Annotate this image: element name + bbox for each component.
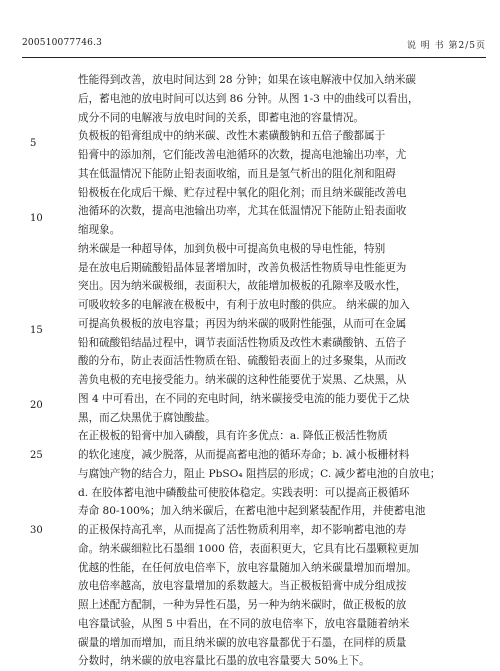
text-line: 可吸收较多的电解液在极板中，有利于放电时酸的供应。 纳米碳的加入 (78, 299, 410, 311)
text-line: 的软化速度，减少脱落，从而提高蓄电池的循环寿命；b. 减小板栅材料 (78, 449, 410, 461)
text-line: 放电倍率越高，放电容量增加的系数越大。当正极板铅膏中成分组成按 (78, 580, 407, 593)
text-line: 是在放电后期硫酸铅晶体显著增加时，改善负极活性物质导电性能更为 (78, 261, 407, 274)
text-line: 缩现象。 (78, 224, 121, 236)
text-line: 突出。因为纳米碳极细，表面积大，故能增加极板的孔隙率及吸水性， (78, 280, 407, 293)
document-id: 200510077746.3 (22, 38, 103, 48)
line-number: 5 (30, 138, 37, 149)
section-page-label: 说 明 书 第2/5页 (406, 41, 486, 51)
text-line: 优越的性能，在任何放电倍率下，放电容量随加入纳米碳量增加而增加。 (78, 561, 417, 574)
text-line: 铅和硫酸铅结晶过程中，调节表面活性物质及改性木素磺酸钠、五倍子 (78, 336, 407, 349)
text-line: 铅膏中的添加剂，它们能改善电池循环的次数，提高电池输出功率，尤 (78, 149, 407, 161)
text-line: 负极板的铅膏组成中的纳米碳、改性木素磺酸钠和五倍子酸都属于 (78, 130, 386, 143)
text-line: 寿命 80-100%；加入纳米碳后，在蓄电池中起到紧装配作用，并使蓄电池 (78, 505, 426, 518)
line-number: 25 (30, 450, 43, 461)
text-line: 照上述配方配制，一种为异性石墨，另一种为纳米碳时，做正极板的放 (78, 599, 407, 611)
text-line: 酸的分布，防止表面活性物质在铅、硫酸铅表面上的过多聚集，从而改 (78, 355, 407, 368)
text-line: d. 在胶体蓄电池中磷酸盐可使胶体稳定。实践表明：可以提高正极循环 (78, 486, 410, 499)
text-line: 性能得到改善，放电时间达到 28 分钟；如果在该电解液中仅加入纳米碳 (78, 74, 417, 86)
text-line: 善负电极的充电接受能力。纳米碳的这种性能要优于炭黑、乙炔黑，从 (78, 374, 407, 386)
page-header (22, 38, 486, 52)
text-line: 池循环的次数，提高电池输出功率，尤其在低温情况下能防止铅表面收 (78, 205, 407, 218)
text-line: 电容量试验，从图 5 中看出，在不同的放电倍率下，放电容量随着纳米 (78, 617, 410, 630)
line-number: 20 (30, 400, 43, 411)
text-line: 可提高负极板的放电容量；再因为纳米碳的吸附性能强，从而可在金属 (78, 317, 407, 330)
line-number: 10 (30, 213, 43, 224)
text-line: 纳米碳是一种超导体，加到负极中可提高负电极的导电性能，特别 (78, 242, 386, 255)
text-line: 图 4 中可看出，在不同的充电时间，纳米碳接受电流的能力要优于乙炔 (78, 392, 410, 405)
text-line: 命。纳米碳细粒比石墨细 1000 倍，表面积更大，它具有比石墨颗粒更加 (78, 542, 419, 555)
header-divider (22, 57, 486, 58)
text-line: 其在低温情况下能防止铅表面收缩，而且是氢气析出的阻化剂和阻碍 (78, 167, 396, 180)
line-number: 30 (30, 525, 43, 536)
line-number: 15 (30, 325, 43, 336)
text-line: 在正极板的铅膏中加入磷酸，具有许多优点：a. 降低正极活性物质 (78, 430, 388, 443)
text-line: 的正极保持高孔率，从而提高了活性物质利用率，却不影响蓄电池的寿 (78, 524, 407, 536)
text-line: 铅极板在化成后干燥、贮存过程中氧化的阻化剂；而且纳米碳能改善电 (78, 186, 407, 199)
text-line: 分数时，纳米碳的放电容量比石墨的放电容量要大 50%上下。 (78, 655, 370, 668)
text-line: 成分不同的电解液与放电时间的关系，即蓄电池的容量情况。 (78, 111, 365, 124)
text-line: 碳量的增加而增加，而且纳米碳的放电容量都优于石墨，在同样的质量 (78, 636, 407, 649)
text-line: 后，蓄电池的放电时间可以达到 86 分钟。从图 1-3 中的曲线可以看出， (78, 92, 419, 105)
text-line: 黑，而乙炔黑优于腐蚀酸盐。 (78, 411, 216, 424)
text-line: 与腐蚀产物的结合力，阻止 PbSO₄ 阻挡层的形成；C. 减少蓄电池的自放电； (78, 467, 441, 480)
body-text (78, 71, 478, 671)
